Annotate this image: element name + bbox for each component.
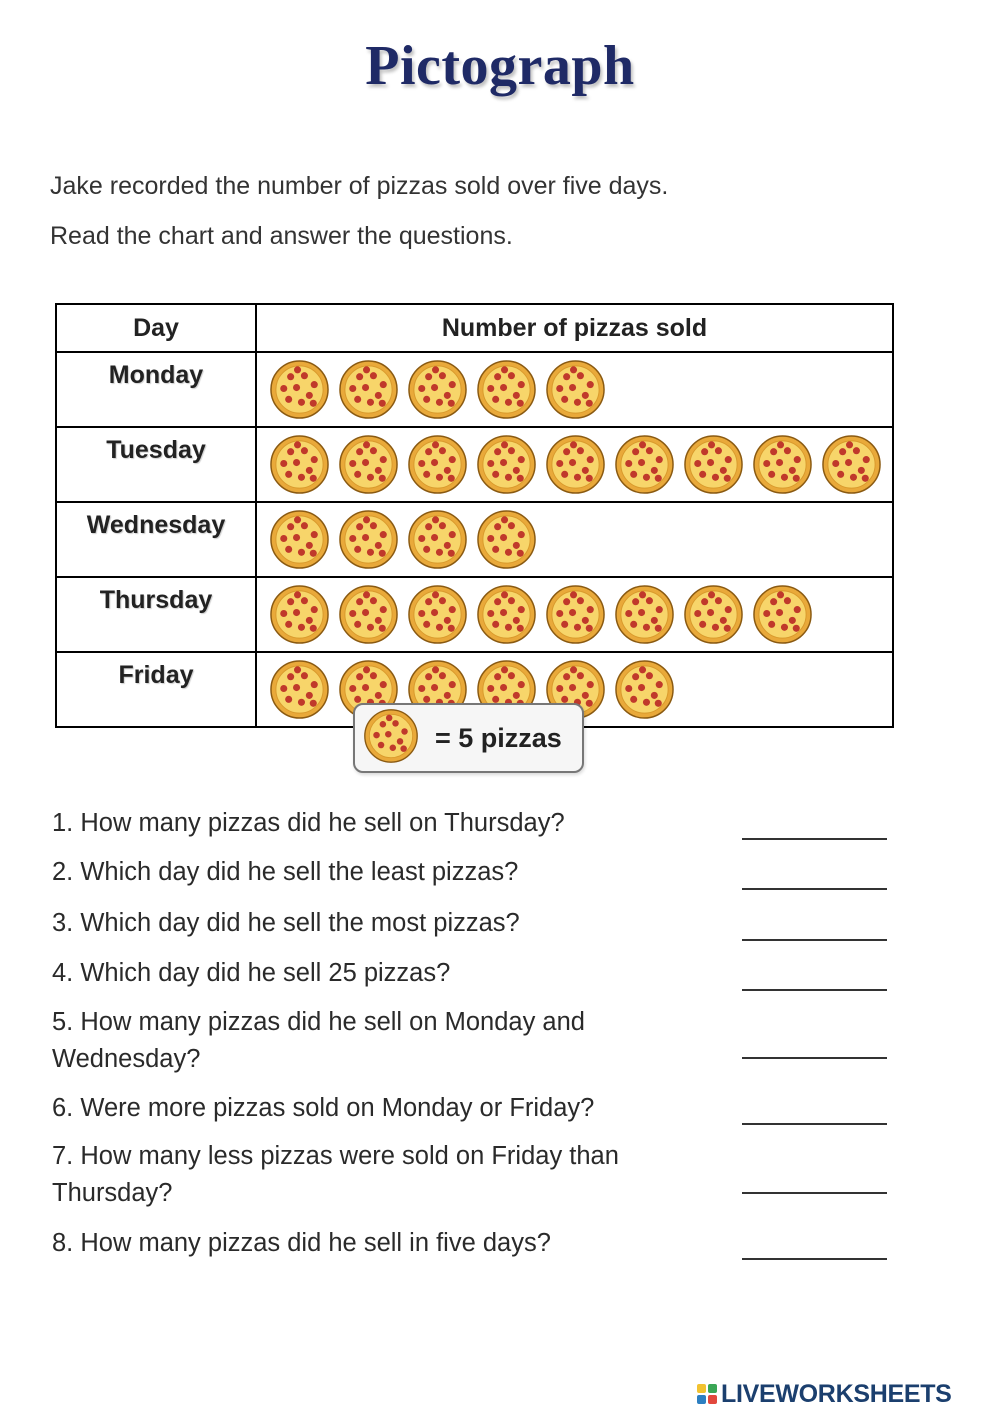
pizza-cell	[256, 577, 893, 652]
intro-line-2: Read the chart and answer the questions.	[50, 222, 513, 250]
answer-blank-3[interactable]	[742, 939, 887, 941]
question-3: 3. Which day did he sell the most pizzas?	[52, 909, 520, 937]
question-8: 8. How many pizzas did he sell in five days?	[52, 1229, 551, 1257]
pizza-icon	[545, 359, 606, 420]
pizza-icon	[269, 434, 330, 495]
pizza-icons-row	[269, 434, 892, 496]
pizza-icon	[683, 434, 744, 495]
day-label: Thursday	[56, 577, 256, 652]
pizza-icon	[545, 584, 606, 645]
question-5: 5. How many pizzas did he sell on Monday and Wednesday?	[52, 1008, 585, 1073]
liveworksheets-logo	[697, 1379, 952, 1409]
day-label: Monday	[56, 352, 256, 427]
pictograph-table	[55, 303, 894, 728]
question-2: 2. Which day did he sell the least pizzas?	[52, 858, 519, 886]
pizza-icon	[338, 359, 399, 420]
page-title: Pictograph	[365, 35, 635, 97]
pizza-icon	[614, 659, 675, 720]
pizza-icon	[752, 584, 813, 645]
question-4: 4. Which day did he sell 25 pizzas?	[52, 959, 451, 987]
pizza-icon	[363, 708, 419, 764]
table-header-row	[56, 304, 893, 352]
table-row	[56, 502, 893, 577]
day-label: Tuesday	[56, 427, 256, 502]
pizza-icon	[269, 659, 330, 720]
pizza-icon	[338, 434, 399, 495]
pizza-cell	[256, 502, 893, 577]
header-pizzas-sold: Number of pizzas sold	[256, 304, 893, 352]
day-label: Wednesday	[56, 502, 256, 577]
pizza-icon	[407, 359, 468, 420]
answer-blank-4[interactable]	[742, 989, 887, 991]
pizza-icon	[407, 584, 468, 645]
pizza-icon	[269, 584, 330, 645]
pizza-icon	[752, 434, 813, 495]
header-day: Day	[56, 304, 256, 352]
answer-blank-7[interactable]	[742, 1192, 887, 1194]
pizza-icons-row	[269, 509, 892, 571]
pizza-icon	[338, 584, 399, 645]
pizza-icon	[614, 434, 675, 495]
answer-blank-8[interactable]	[742, 1258, 887, 1260]
intro-line-1: Jake recorded the number of pizzas sold over five days.	[50, 172, 669, 200]
pizza-icon	[821, 434, 882, 495]
pizza-cell	[256, 352, 893, 427]
question-1: 1. How many pizzas did he sell on Thursday?	[52, 809, 565, 837]
pizza-icons-row	[269, 359, 892, 421]
pizza-icon	[476, 434, 537, 495]
key-label: = 5 pizzas	[435, 722, 562, 753]
table-row	[56, 427, 893, 502]
question-6: 6. Were more pizzas sold on Monday or Friday?	[52, 1094, 595, 1122]
answer-blank-5[interactable]	[742, 1057, 887, 1059]
pizza-cell	[256, 427, 893, 502]
pizza-icon	[683, 584, 744, 645]
day-label: Friday	[56, 652, 256, 727]
pizza-icon	[338, 509, 399, 570]
pizza-icon	[269, 509, 330, 570]
pizza-icon	[614, 584, 675, 645]
table-row	[56, 352, 893, 427]
table-row	[56, 577, 893, 652]
logo-text: LIVEWORKSHEETS	[721, 1379, 952, 1408]
pictograph-key	[353, 703, 584, 773]
pizza-icon	[545, 434, 606, 495]
logo-mark-icon	[697, 1384, 717, 1404]
answer-blank-6[interactable]	[742, 1123, 887, 1125]
pizza-icon	[407, 434, 468, 495]
pizza-icon	[476, 584, 537, 645]
pizza-icon	[476, 359, 537, 420]
answer-blank-2[interactable]	[742, 888, 887, 890]
pizza-icon	[407, 509, 468, 570]
answer-blank-1[interactable]	[742, 838, 887, 840]
pizza-icon	[476, 509, 537, 570]
question-7: 7. How many less pizzas were sold on Friday than Thursday?	[52, 1142, 619, 1207]
pizza-icons-row	[269, 584, 892, 646]
pizza-icon	[269, 359, 330, 420]
pizza-icon	[363, 708, 419, 769]
